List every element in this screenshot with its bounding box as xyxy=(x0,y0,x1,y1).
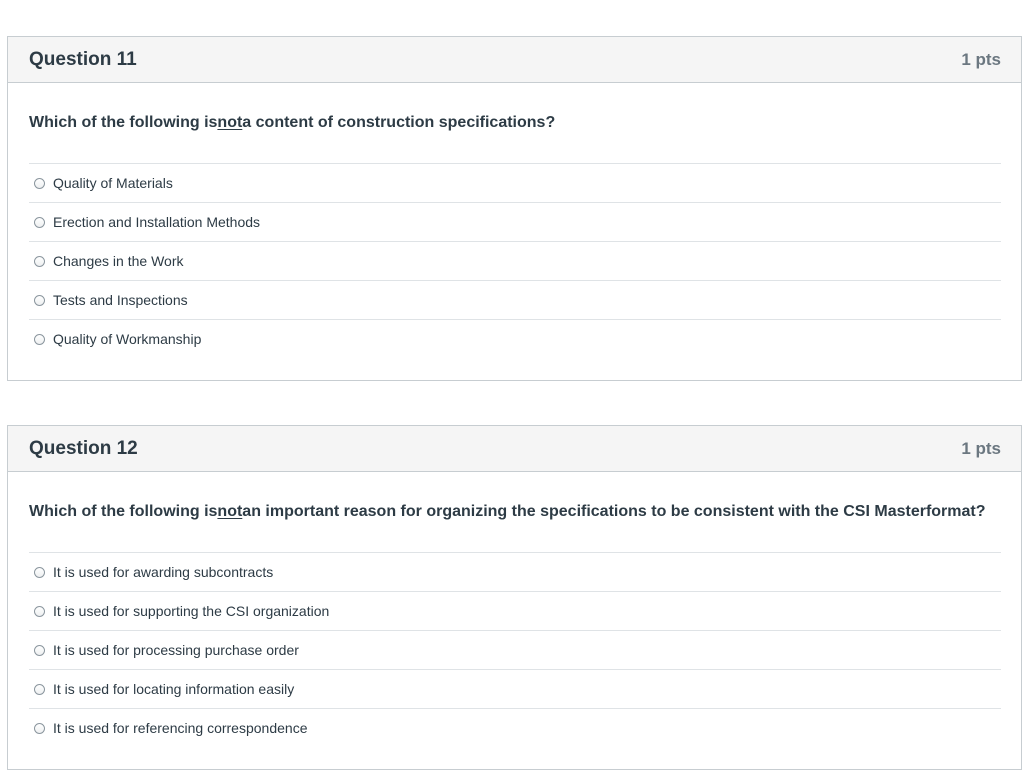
question-title: Question 11 xyxy=(29,48,137,70)
question-title: Question 12 xyxy=(29,437,138,459)
question-points: 1 pts xyxy=(961,438,1001,458)
answer-option[interactable] xyxy=(29,203,1001,242)
radio-button[interactable] xyxy=(34,178,45,189)
answer-label[interactable]: It is used for processing purchase order xyxy=(53,642,299,658)
radio-button[interactable] xyxy=(34,567,45,578)
answer-label[interactable]: Quality of Workmanship xyxy=(53,331,202,347)
radio-button[interactable] xyxy=(34,334,45,345)
answer-option[interactable] xyxy=(29,592,1001,631)
radio-button[interactable] xyxy=(34,606,45,617)
answer-label[interactable]: Tests and Inspections xyxy=(53,292,188,308)
radio-button[interactable] xyxy=(34,256,45,267)
answer-option[interactable] xyxy=(29,631,1001,670)
radio-button[interactable] xyxy=(34,684,45,695)
answer-option[interactable] xyxy=(29,164,1001,203)
question-header xyxy=(8,37,1021,83)
question-body xyxy=(8,83,1021,358)
answer-list xyxy=(29,163,1001,358)
radio-button[interactable] xyxy=(34,217,45,228)
answer-label[interactable]: It is used for referencing correspondence xyxy=(53,720,308,736)
radio-button[interactable] xyxy=(34,723,45,734)
answer-label[interactable]: Erection and Installation Methods xyxy=(53,214,261,230)
question-card xyxy=(7,36,1022,381)
question-body xyxy=(8,472,1021,747)
prompt-text-after: a content of construction specifications? xyxy=(242,114,556,131)
answer-list xyxy=(29,552,1001,747)
answer-option[interactable] xyxy=(29,553,1001,592)
answer-option[interactable] xyxy=(29,281,1001,320)
answer-label[interactable]: It is used for supporting the CSI organization xyxy=(53,603,330,619)
prompt-text-after: an important reason for organizing the specifications to be consistent with the CSI Masterformat? xyxy=(242,503,986,520)
prompt-emphasis: not xyxy=(217,114,243,131)
question-header xyxy=(8,426,1021,472)
question-prompt xyxy=(29,83,1001,163)
answer-option[interactable] xyxy=(29,670,1001,709)
prompt-text-before: Which of the following is xyxy=(29,503,218,520)
answer-label[interactable]: Quality of Materials xyxy=(53,175,173,191)
question-points: 1 pts xyxy=(961,49,1001,69)
answer-label[interactable]: It is used for awarding subcontracts xyxy=(53,564,274,580)
answer-option[interactable] xyxy=(29,242,1001,281)
answer-label[interactable]: It is used for locating information easily xyxy=(53,681,295,697)
radio-button[interactable] xyxy=(34,295,45,306)
question-prompt xyxy=(29,472,1001,552)
answer-label[interactable]: Changes in the Work xyxy=(53,253,184,269)
answer-option[interactable] xyxy=(29,709,1001,747)
radio-button[interactable] xyxy=(34,645,45,656)
prompt-text-before: Which of the following is xyxy=(29,114,218,131)
answer-option[interactable] xyxy=(29,320,1001,358)
prompt-emphasis: not xyxy=(217,503,243,520)
question-card xyxy=(7,425,1022,770)
